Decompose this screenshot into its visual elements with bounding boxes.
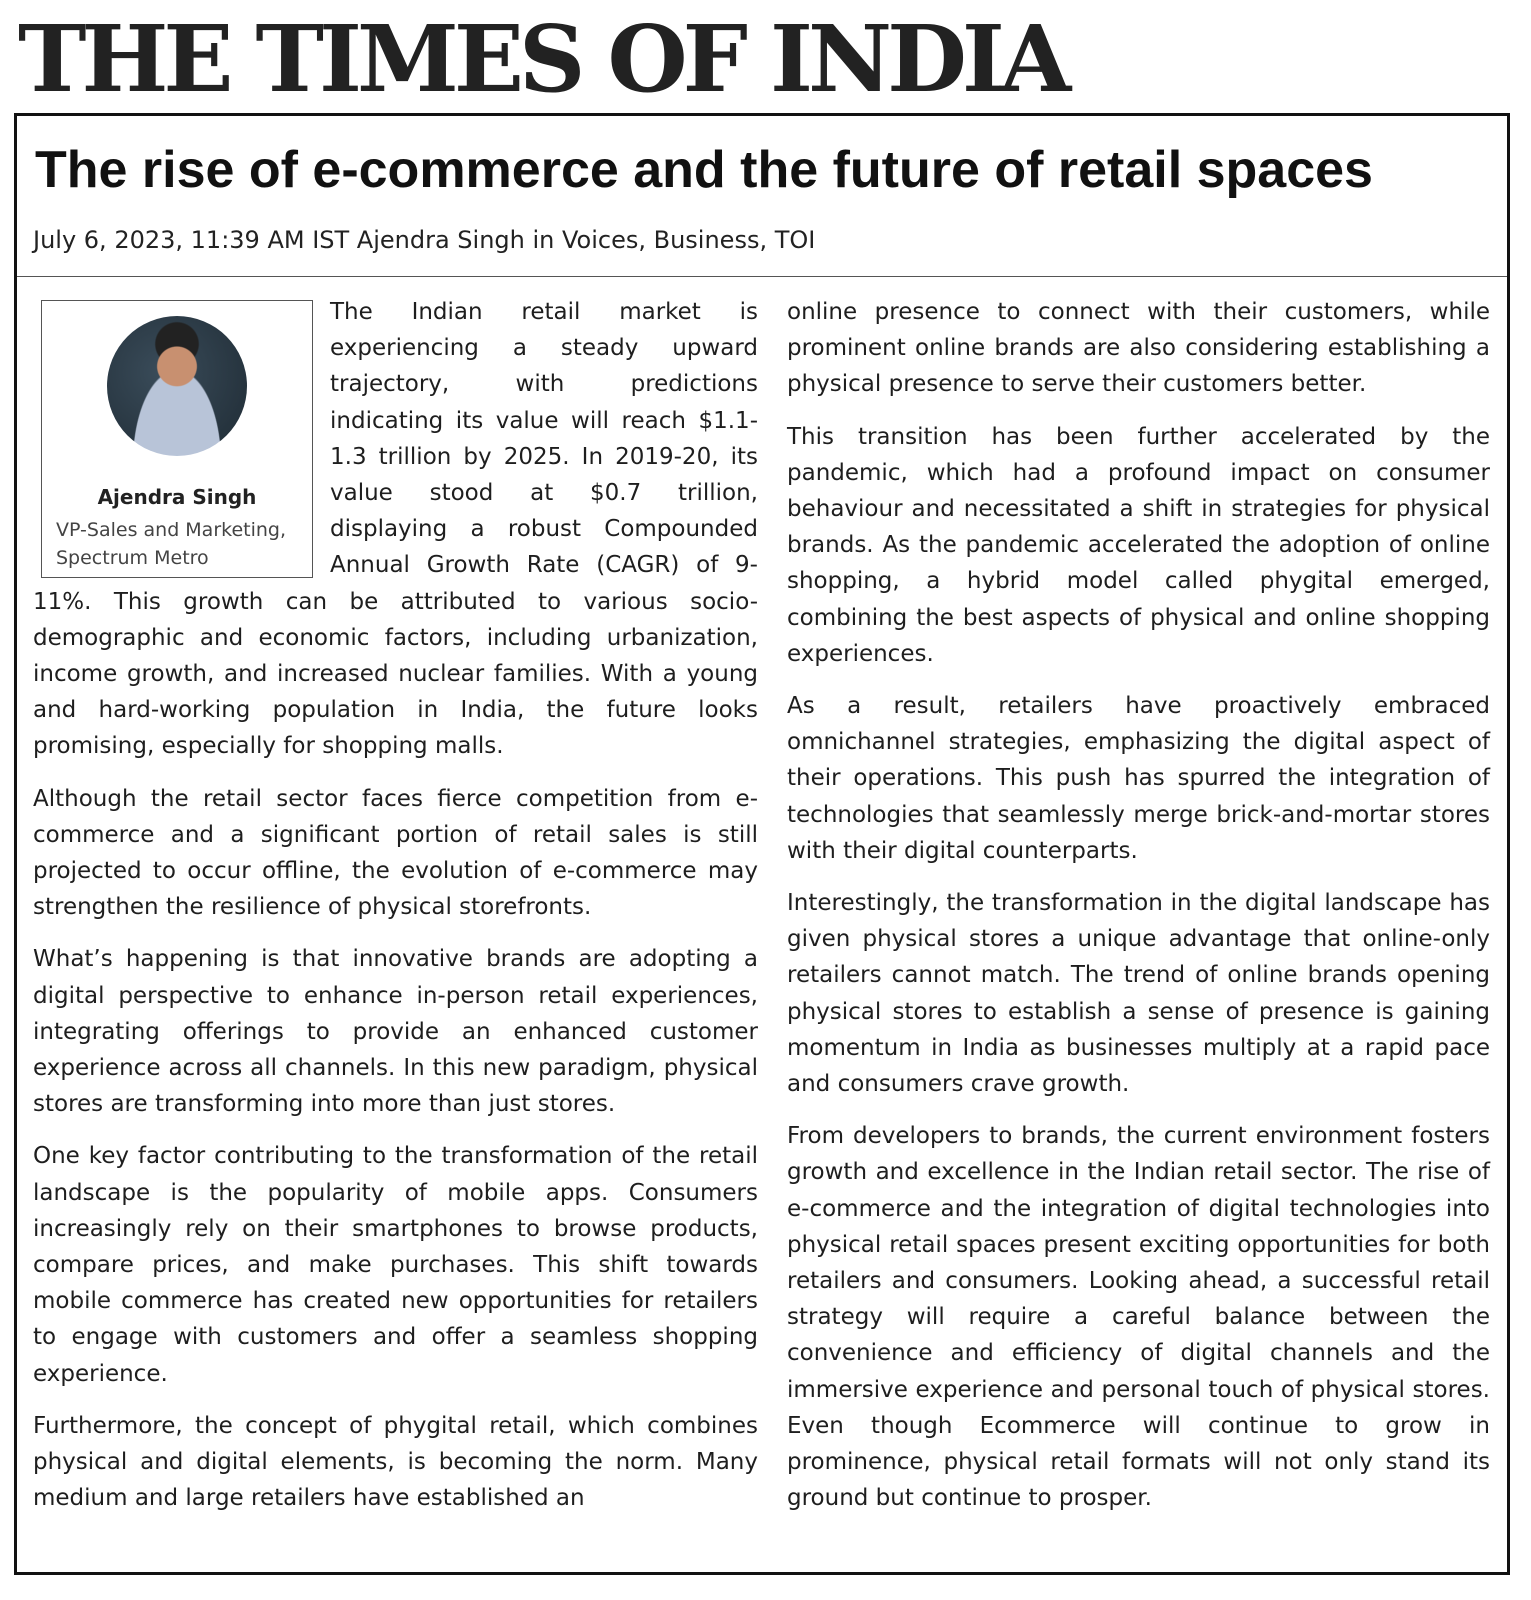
paragraph: One key factor contributing to the transformation of the retail landscape is the popularity of mobile apps. Consumers increasingly rely on their smartphones to browse products, compare prices, and make purchases. This shift towards mobile commerce has created new opportunities for retailers to engage with customers and offer a seamless shopping experience. [33,1143,758,1387]
article-frame [14,113,1510,1575]
article-headline: The rise of e-commerce and the future of retail spaces [35,141,1373,199]
author-company-line: Spectrum Metro [56,547,209,569]
paragraph: online presence to connect with their customers, while prominent online brands are also considering establishing a physical presence to serve their customers better. [787,299,1490,398]
author-avatar [107,316,247,456]
article-column-left [33,294,758,1533]
paragraph: As a result, retailers have proactively embraced omnichannel strategies, emphasizing the digital aspect of their operations. This push has spurred the integration of technologies that seamlessly merge brick-and-mortar stores with their digital counterparts. [787,693,1490,864]
article-column-right [787,294,1490,1533]
paragraph: From developers to brands, the current environment fosters growth and excellence in the Indian retail sector. The rise of e-commerce and the integration of digital technologies into physical retail spaces present exciting opportunities for both retailers and consumers. Looking ahead, a successful retail strategy will require a careful balance between the convenience and efficiency of digital channels and the immersive experience and personal touch of physical stores. Even though Ecommerce will continue to grow in prominence, physical retail formats will not only stand its ground but continue to prosper. [787,1123,1490,1512]
article-byline: July 6, 2023, 11:39 AM IST Ajendra Singh in Voices, Business, TOI [33,226,816,254]
paragraph: Although the retail sector faces fierce competition from e-commerce and a significant portion of retail sales is still projected to occur offline, the evolution of e-commerce may strengthen the resilience of physical storefronts. [33,785,758,921]
paragraph: Interestingly, the transformation in the digital landscape has given physical stores a unique advantage that online-only retailers cannot match. The trend of online brands opening physical stores to establish a sense of presence is gaining momentum in India as businesses multiply at a rapid pace and consumers crave growth. [787,890,1490,1098]
author-role [42,516,312,572]
author-name: Ajendra Singh [97,485,257,509]
paragraph: What’s happening is that innovative brands are adopting a digital perspective to enhance in-person retail experiences, integrating offerings to provide an enhanced customer experience across all channels. In this new paradigm, physical stores are transforming into more than just stores. [33,946,758,1118]
header-divider [17,276,1507,277]
paragraph: The Indian retail market is experiencing a steady upward trajectory, with predictions indicating its value will reach $1.1-1.3 trillion by 2025. In 2019-20, its value stood at $0.7 trillion, displaying a robust Compounded Annual Growth Rate (CAGR) of 9-11%. This growth can be attributed to various socio-demographic and economic factors, including urbanization, income growth, and increased nuclear families. With a young and hard-working population in India, the future looks promising, especially for shopping malls. [33,299,758,760]
paragraph: This transition has been further accelerated by the pandemic, which had a profound impact on consumer behaviour and necessitated a shift in strategies for physical brands. As the pandemic accelerated the adoption of online shopping, a hybrid model called phygital emerged, combining the best aspects of physical and online shopping experiences. [787,423,1490,667]
newspaper-masthead: THE TIMES OF INDIA [18,5,1067,113]
author-role-line: VP-Sales and Marketing, [56,519,287,541]
paragraph: Furthermore, the concept of phygital retail, which combines physical and digital elements, is becoming the norm. Many medium and large retailers have established an [33,1412,758,1512]
author-card [41,300,313,578]
